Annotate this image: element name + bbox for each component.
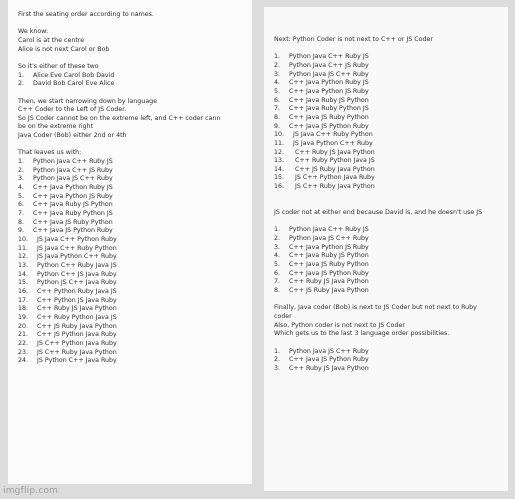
list-item bbox=[18, 288, 246, 297]
list-item bbox=[18, 236, 246, 245]
list-item-text: C++ Ruby Python Java JS bbox=[291, 157, 375, 165]
list-item-number: 3. bbox=[274, 364, 281, 372]
text-line: be on the extreme right bbox=[18, 123, 94, 131]
list-item-number: 10. bbox=[18, 236, 29, 243]
list-item bbox=[274, 71, 502, 80]
list-item bbox=[18, 314, 246, 323]
list-item-number: 24. bbox=[18, 357, 29, 365]
list-item-text: Python Java JS C++ Ruby bbox=[33, 175, 113, 183]
list-item-number: 2. bbox=[274, 235, 281, 243]
list-item-number: 12. bbox=[274, 148, 285, 156]
list-item-number: 16. bbox=[18, 287, 29, 295]
list-item bbox=[18, 210, 246, 219]
list-item bbox=[18, 219, 246, 228]
list-item-text: JS Java C++ Ruby Python bbox=[35, 244, 117, 252]
list-item-text: Python C++ JS Java Ruby bbox=[35, 270, 117, 278]
list-item-number: 8. bbox=[274, 286, 281, 294]
list-item bbox=[18, 158, 246, 167]
list-item bbox=[274, 166, 502, 175]
list-item-number: 6. bbox=[274, 269, 281, 277]
list-item-number: 9. bbox=[274, 122, 281, 130]
list-item-number: 4. bbox=[18, 184, 25, 192]
list-item-number: 11. bbox=[274, 139, 285, 147]
step1-heading: Next: Python Coder is not next to C++ or JS Coder bbox=[274, 36, 433, 43]
list-item-text: C++ Java Python Ruby JS bbox=[33, 184, 113, 192]
list-item-number: 1. bbox=[274, 347, 281, 355]
text-line: Alice is not next Carol or Bob bbox=[18, 45, 110, 53]
text-line: Finally, Java coder (Bob) is next to JS Coder but not next to Ruby bbox=[274, 304, 477, 312]
right-note-panel bbox=[264, 7, 508, 491]
text-line: coder bbox=[274, 312, 292, 320]
list-item-number: 22. bbox=[18, 339, 29, 347]
list-item-number: 5. bbox=[274, 87, 281, 95]
list-item bbox=[274, 149, 502, 158]
list-item-text: C++ JS Ruby Java Python bbox=[35, 322, 117, 330]
list-item-number: 18. bbox=[18, 305, 29, 313]
list-item-number: 20. bbox=[18, 322, 29, 330]
list-item-number: 7. bbox=[274, 105, 281, 113]
list-item-text: C++ JS Python Java Ruby bbox=[35, 331, 117, 339]
list-item bbox=[274, 287, 502, 296]
list-item-text: C++ Java Python JS Ruby bbox=[289, 243, 369, 251]
list-item bbox=[18, 297, 246, 306]
list-item-number: 15. bbox=[18, 279, 29, 287]
list-item-text: Python Java C++ JS Ruby bbox=[33, 166, 113, 174]
list-item bbox=[18, 279, 246, 288]
list-item bbox=[274, 131, 502, 140]
list-item bbox=[18, 323, 246, 332]
text-line: So JS Coder cannot be on the extreme left, and C++ coder cann bbox=[18, 114, 221, 122]
list-item-text: C++ JS Ruby Java Python bbox=[291, 165, 375, 173]
list-item-number: 2. bbox=[274, 356, 281, 364]
list-item-text: JS Python C++ Java Ruby bbox=[35, 357, 117, 365]
final-list bbox=[274, 348, 502, 374]
text-line: First the seating order according to names. bbox=[18, 11, 154, 18]
list-item-text: C++ Java Ruby JS Python bbox=[289, 252, 369, 260]
list-item bbox=[274, 278, 502, 287]
list-item-text: JS Java Python C++ Ruby bbox=[35, 253, 117, 261]
step3-text bbox=[274, 304, 502, 339]
text-line: Carol is at the centre bbox=[18, 36, 85, 44]
list-item-text: C++ JS Ruby Java Python bbox=[289, 286, 369, 294]
list-item-number: 17. bbox=[18, 296, 29, 304]
list-item-text: C++ Java Ruby Python JS bbox=[289, 105, 369, 113]
list-item-number: 8. bbox=[274, 113, 281, 121]
list-item-number: 2. bbox=[18, 166, 25, 174]
text-line: Which gets us to the last 3 language order possibilities. bbox=[274, 330, 450, 338]
list-item-number: 13. bbox=[18, 261, 29, 269]
list-item bbox=[274, 235, 502, 244]
text-line: We know: bbox=[18, 28, 49, 36]
list-item-text: C++ Java Python JS Ruby bbox=[33, 192, 113, 200]
list-item bbox=[274, 270, 502, 279]
list-item-text: Python Java JS C++ Ruby bbox=[289, 70, 369, 78]
list-item-number: 9. bbox=[18, 227, 25, 235]
list-item-text: David Bob Carol Eve Alice bbox=[33, 80, 115, 88]
list-item-text: Python Java C++ JS Ruby bbox=[289, 61, 369, 69]
list-item bbox=[18, 331, 246, 340]
list-item-number: 1. bbox=[18, 158, 25, 166]
list-item-text: C++ Java JS Ruby Python bbox=[33, 218, 113, 226]
list-item-text: C++ Python Ruby Java JS bbox=[35, 287, 117, 295]
intro-block bbox=[18, 11, 246, 20]
list-item-text: Python Java C++ Ruby JS bbox=[289, 226, 369, 234]
list-item-number: 13. bbox=[274, 157, 285, 165]
list-item-number: 6. bbox=[18, 201, 25, 209]
list-item bbox=[274, 53, 502, 62]
list-item-number: 1. bbox=[274, 226, 281, 234]
list-item bbox=[18, 253, 246, 262]
list-item-number: 16. bbox=[274, 183, 285, 191]
list-item-text: C++ Python JS Java Ruby bbox=[35, 296, 117, 304]
list-item-text: JS Java C++ Python Ruby bbox=[35, 236, 117, 243]
list-item-text: C++ Java JS Python Ruby bbox=[289, 122, 369, 130]
list-item bbox=[274, 157, 502, 166]
list-item-number: 2. bbox=[18, 80, 25, 88]
two-options-list bbox=[18, 72, 246, 89]
list-item-text: C++ Java Python Ruby JS bbox=[289, 79, 369, 87]
list-item bbox=[18, 271, 246, 280]
list-item-number: 23. bbox=[18, 348, 29, 356]
list-item-text: Alice Eve Carol Bob David bbox=[33, 71, 115, 79]
list-item-text: C++ Java JS Python Ruby bbox=[289, 269, 369, 277]
list-item-text: JS C++ Ruby Java Python bbox=[291, 183, 375, 191]
list-item-number: 7. bbox=[18, 210, 25, 218]
list-item-number: 15. bbox=[274, 174, 285, 182]
list-item-number: 12. bbox=[18, 253, 29, 261]
two-options-heading: So it's either of these two bbox=[18, 62, 99, 70]
list-item-text: Python Java JS C++ Ruby bbox=[289, 347, 369, 355]
list-item-text: C++ Java Ruby JS Python bbox=[289, 96, 369, 104]
list-item-number: 6. bbox=[274, 96, 281, 104]
we-know-block bbox=[18, 28, 246, 54]
list-item bbox=[18, 80, 246, 89]
step2-list bbox=[274, 226, 502, 295]
list-item-text: JS Java Python C++ Ruby bbox=[291, 139, 373, 147]
list-item-text: C++ Java Python JS Ruby bbox=[289, 87, 369, 95]
list-item-number: 10. bbox=[274, 131, 285, 139]
list-item-number: 3. bbox=[274, 243, 281, 251]
list-item bbox=[274, 97, 502, 106]
list-item bbox=[274, 123, 502, 132]
list-item-text: C++ Java Ruby JS Python bbox=[33, 201, 113, 209]
list-item-number: 2. bbox=[274, 61, 281, 69]
list-item-text: JS Java C++ Ruby Python bbox=[291, 131, 373, 139]
list-item bbox=[274, 62, 502, 71]
list-item-text: Python Java C++ Ruby JS bbox=[33, 158, 113, 166]
list-item bbox=[274, 114, 502, 123]
list-item-number: 14. bbox=[274, 165, 285, 173]
list-item bbox=[274, 88, 502, 97]
list-item-text: Python Java C++ Ruby JS bbox=[289, 53, 369, 61]
list-item-text: C++ Java JS Ruby Python bbox=[289, 261, 369, 268]
list-item bbox=[18, 245, 246, 254]
left-note-panel bbox=[8, 0, 252, 484]
list-item-number: 1. bbox=[274, 53, 281, 61]
list-item-text: C++ Ruby JS Java Python bbox=[289, 278, 369, 286]
list-item-number: 14. bbox=[18, 270, 29, 278]
list-item bbox=[18, 201, 246, 210]
list-item bbox=[274, 356, 502, 365]
list-item-number: 3. bbox=[274, 70, 281, 78]
list-item-number: 4. bbox=[274, 79, 281, 87]
list-item bbox=[274, 183, 502, 192]
list-item-text: C++ Ruby Python Java JS bbox=[35, 313, 117, 321]
list-item bbox=[18, 340, 246, 349]
list-item bbox=[18, 184, 246, 193]
text-line: Then, we start narrowing down by language bbox=[18, 97, 157, 105]
list-item-number: 7. bbox=[274, 278, 281, 286]
step2-heading: JS coder not at either end because David is, and he doesn't use JS bbox=[274, 209, 483, 217]
text-line: C++ Coder to the Left of JS Coder. bbox=[18, 106, 127, 114]
list-item-number: 5. bbox=[274, 261, 281, 268]
list-item bbox=[274, 105, 502, 114]
list-item bbox=[18, 305, 246, 314]
list-item-text: C++ Java JS Python Ruby bbox=[289, 356, 369, 364]
list-item-number: 21. bbox=[18, 331, 29, 339]
list-item-number: 4. bbox=[274, 252, 281, 260]
list-item bbox=[274, 252, 502, 261]
leaves-list bbox=[18, 158, 246, 366]
list-item bbox=[18, 193, 246, 202]
list-item-number: 11. bbox=[18, 244, 29, 252]
watermark-text: imgflip.com bbox=[3, 486, 59, 496]
list-item bbox=[18, 349, 246, 358]
list-item-text: Python C++ Ruby Java JS bbox=[35, 261, 117, 269]
list-item-text: C++ Ruby JS Java Python bbox=[291, 148, 375, 156]
list-item bbox=[18, 227, 246, 236]
list-item bbox=[18, 72, 246, 81]
list-item bbox=[274, 261, 502, 270]
list-item bbox=[274, 174, 502, 183]
list-item-text: C++ Ruby JS Java Python bbox=[289, 364, 369, 372]
list-item bbox=[274, 348, 502, 357]
list-item bbox=[18, 357, 246, 366]
narrowing-block bbox=[18, 98, 246, 141]
list-item-number: 1. bbox=[18, 71, 25, 79]
list-item bbox=[18, 262, 246, 271]
list-item-text: C++ Ruby JS Java Python bbox=[35, 305, 117, 313]
list-item bbox=[274, 140, 502, 149]
step1-list bbox=[274, 53, 502, 192]
list-item-text: JS C++ Ruby Java Python bbox=[35, 348, 117, 356]
leaves-heading: That leaves us with: bbox=[18, 149, 82, 157]
list-item-text: Python Java JS C++ Ruby bbox=[289, 235, 369, 243]
list-item bbox=[274, 365, 502, 374]
list-item-text: C++ Java JS Ruby Python bbox=[289, 113, 369, 121]
list-item-text: JS C++ Python Java Ruby bbox=[35, 339, 117, 347]
list-item-number: 19. bbox=[18, 313, 29, 321]
list-item-text: JS C++ Python Java Ruby bbox=[291, 174, 375, 182]
list-item bbox=[18, 175, 246, 184]
list-item-number: 3. bbox=[18, 175, 25, 183]
list-item bbox=[274, 79, 502, 88]
list-item-number: 5. bbox=[18, 192, 25, 200]
list-item-text: C++ Java JS Python Ruby bbox=[33, 227, 113, 235]
list-item bbox=[18, 167, 246, 176]
list-item-text: C++ Java Ruby Python JS bbox=[33, 210, 113, 218]
text-line: Also, Python coder is not next to JS Coder bbox=[274, 321, 405, 329]
list-item-number: 8. bbox=[18, 218, 25, 226]
text-line: Java Coder (Bob) either 2nd or 4th bbox=[18, 132, 127, 140]
list-item bbox=[274, 226, 502, 235]
list-item-text: Python JS C++ Java Ruby bbox=[35, 279, 117, 287]
list-item bbox=[274, 244, 502, 253]
